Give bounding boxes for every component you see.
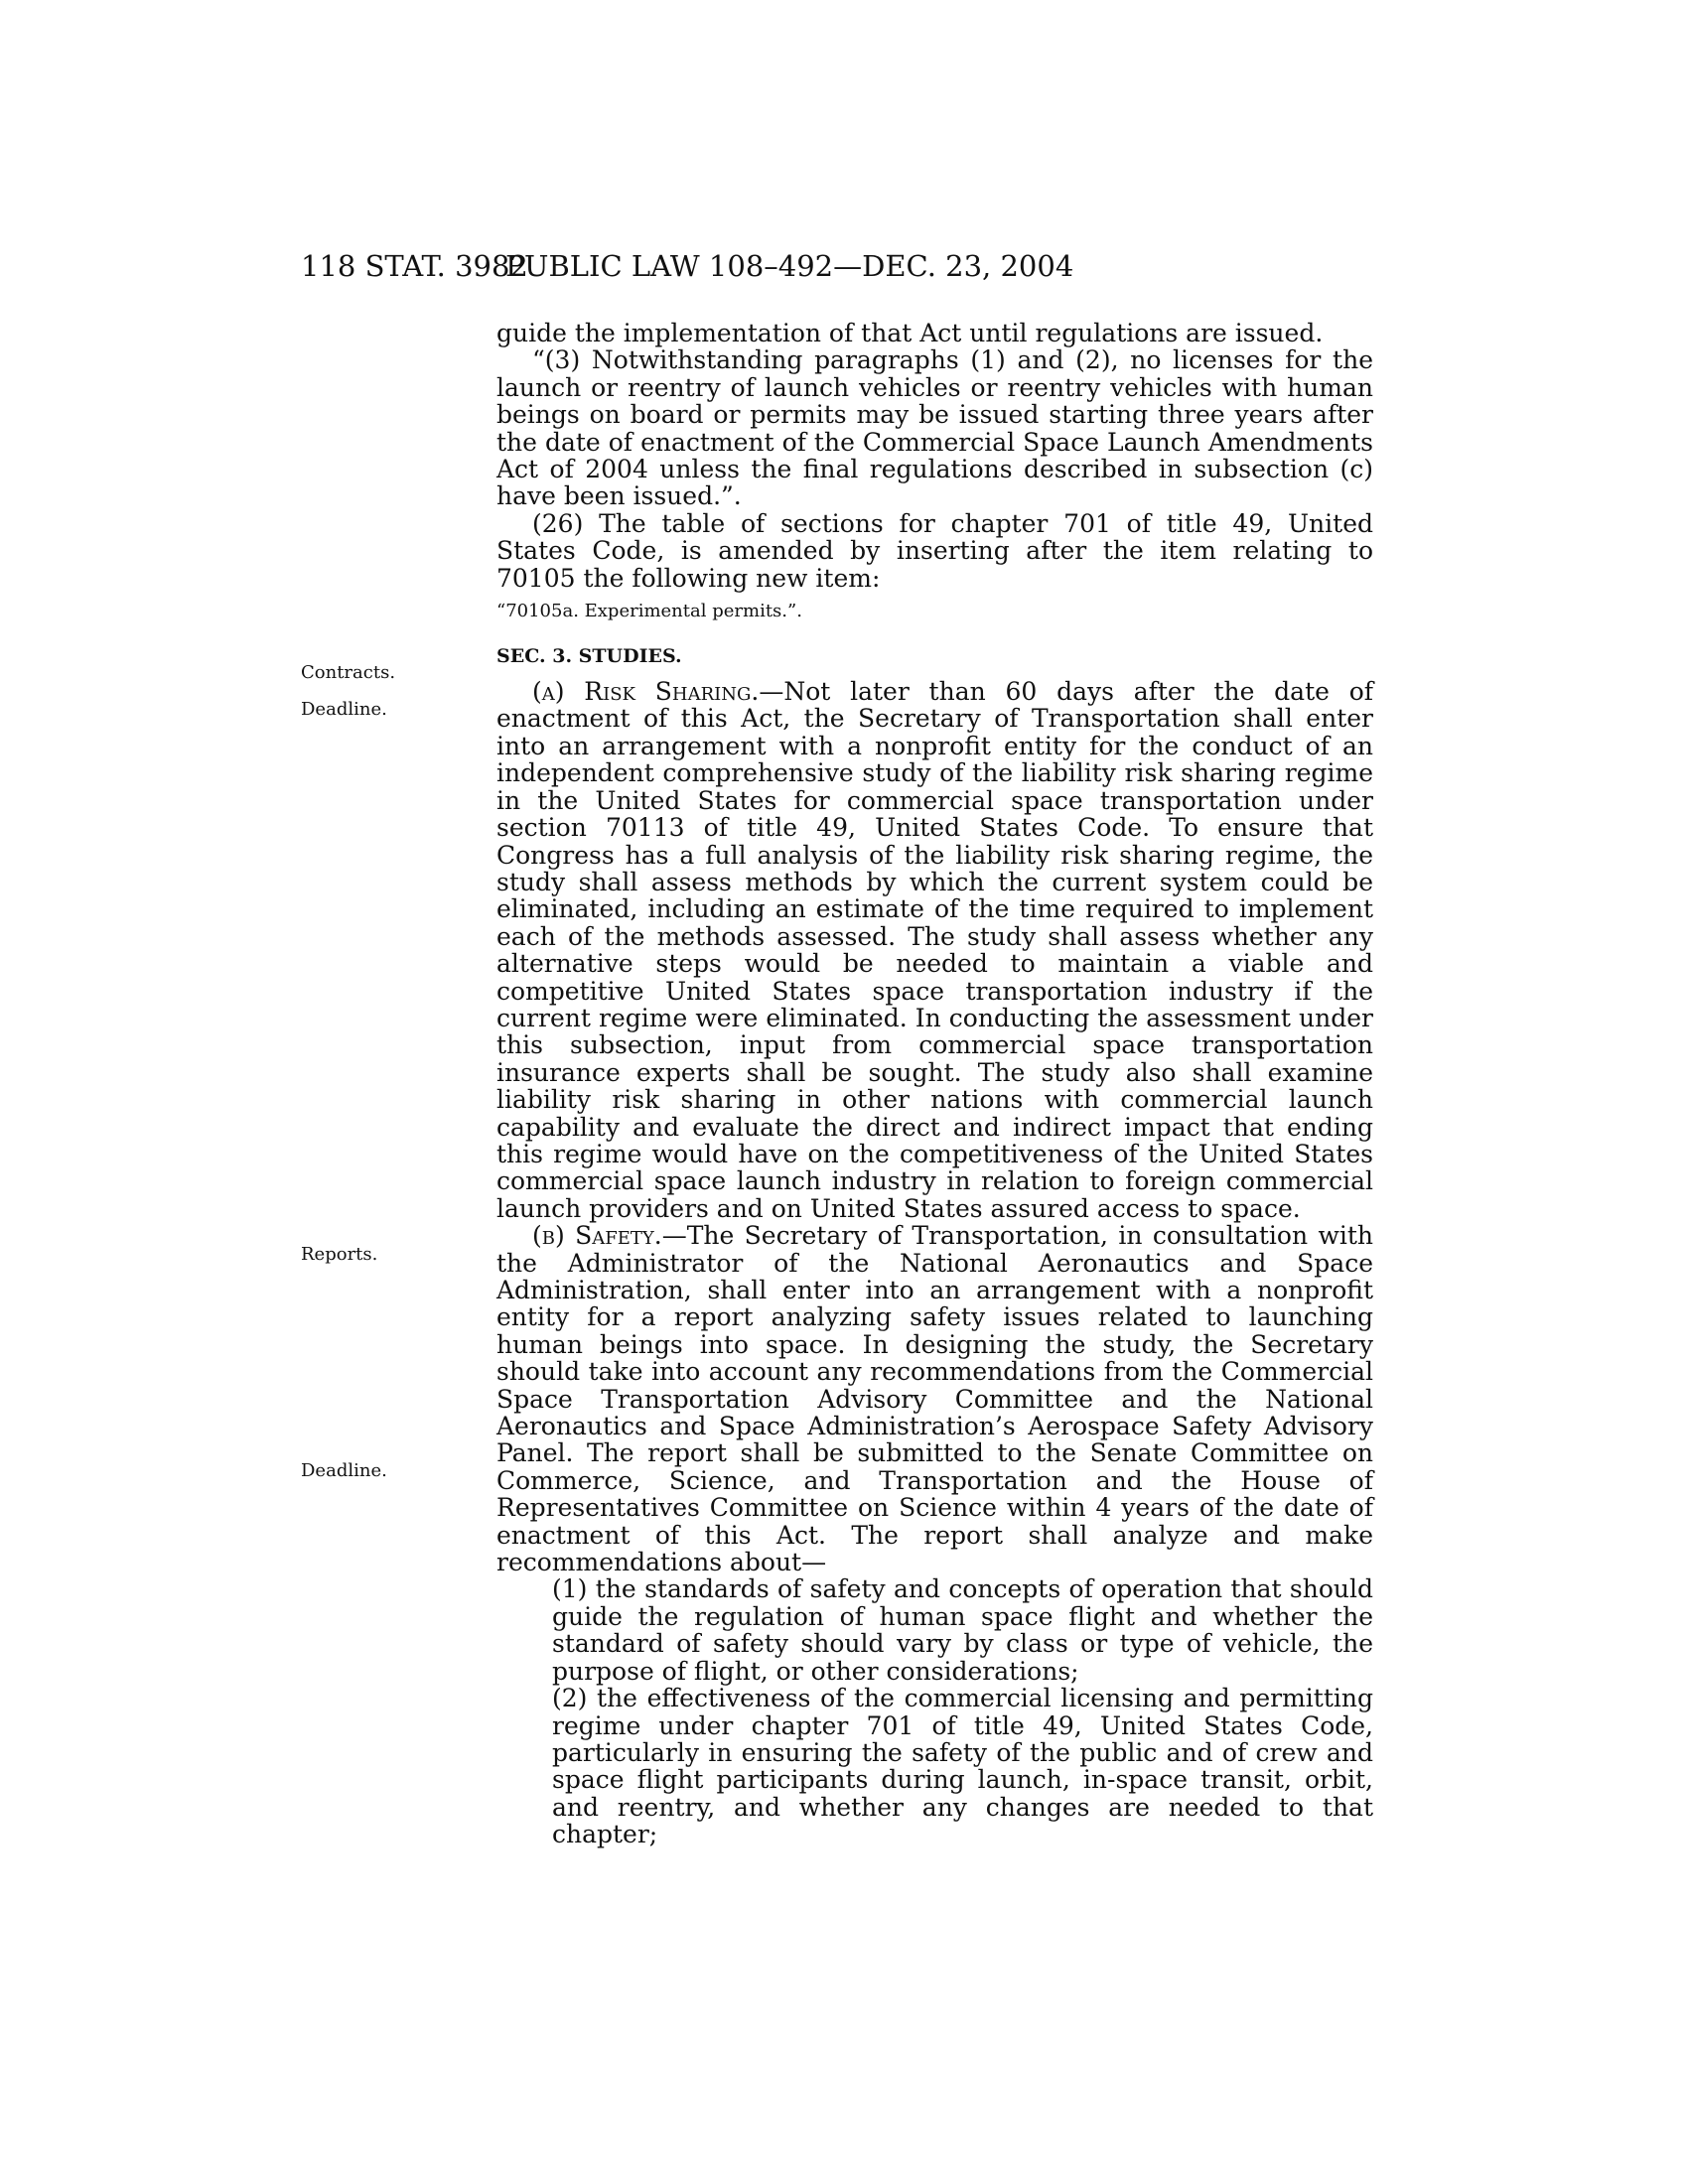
paragraph-26: (26) The table of sections for chapter 701 of title 49, United States Code, is amended by inserting after the item relating to 70105 the following new item: [496,508,1373,593]
subsection-a-label: (a) Risk Sharing. [532,677,760,707]
section-heading: SEC. 3. STUDIES. [496,645,682,668]
margin-note-reports: Reports. [301,1244,378,1265]
paragraph-3: “(3) Notwithstanding paragraphs (1) and (2), no licenses for the launch or reentry of launch vehicles or reentry vehicles with human beings on board or permits may be issued starting three years after the date of enactment of the Commercial Space Launch Amendments Act of 2004 unless the final regulations described in subsection (c) have been issued.”. [496,345,1373,511]
paragraph-b2: (2) the effectiveness of the commercial licensing and permitting regime under chapter 701 of title 49, United States Code, particularly in ensuring the safety of the public and of crew and space flight participants during launch, in-space transit, orbit, and reentry, and whether any changes are needed to that chapter; [552,1684,1373,1849]
running-head-title: PUBLIC LAW 108–492—DEC. 23, 2004 [505,249,1074,283]
margin-note-deadline: Deadline. [301,1460,387,1481]
running-header [301,246,1373,286]
subsection-b-label: (b) Safety. [532,1221,662,1251]
subsection-b-text: —The Secretary of Transportation, in consultation with the Administrator of the National Aeronautics and Space Administration, shall enter into an arrangement with a nonprofit entity for a report analyzing safety issues related to launching human beings into space. In designing the study, the Secretary should take into account any recommendations from the Commercial Space Transportation Advisory Committee and the National Aeronautics and Space Administration’s Aerospace Safety Advisory Panel. The report shall be submitted to the Senate Committee on Commerce, Science, and Transportation and the House of Representatives Committee on Science within 4 years of the date of enactment of this Act. The report shall analyze and make recommendations about— [496,1221,1373,1577]
main-text-column [496,320,1373,1848]
paragraph-continuation: guide the implementation of that Act until regulations are issued. [496,319,1324,347]
subsection-b-safety [496,1222,1373,1575]
statute-page-number: 118 STAT. 3982 [301,249,528,283]
paragraph-b1: (1) the standards of safety and concepts of operation that should guide the regulation of human space flight and whether the standard of safety should vary by class or type of vehicle, the purpose of flight, or other considerations; [552,1574,1373,1686]
table-of-sections-item: “70105a. Experimental permits.”. [496,601,802,622]
subsection-a-text: —Not later than 60 days after the date of enactment of this Act, the Secretary of Transportation shall enter into an arrangement with a nonprofit entity for the conduct of an independent comprehensive study of the liability risk sharing regime in the United States for commercial space transportation under section 70113 of title 49, United States Code. To ensure that Congress has a full analysis of the liability risk sharing regime, the study shall assess methods by which the current system could be eliminated, including an estimate of the time required to implement each of the methods assessed. The study shall assess whether any alternative steps would be needed to maintain a viable and competitive United States space transportation industry if the current regime were eliminated. In conducting the assessment under this subsection, input from commercial space transportation insurance experts shall be sought. The study also shall examine liability risk sharing in other nations with commercial launch capability and evaluate the direct and indirect impact that ending this regime would have on the competitiveness of the United States commercial space launch industry in relation to foreign commercial launch providers and on United States assured access to space. [496,677,1373,1223]
margin-note-contracts: Contracts. [301,662,396,683]
subsection-a-risk-sharing [496,678,1373,1222]
margin-note-deadline: Deadline. [301,699,387,720]
